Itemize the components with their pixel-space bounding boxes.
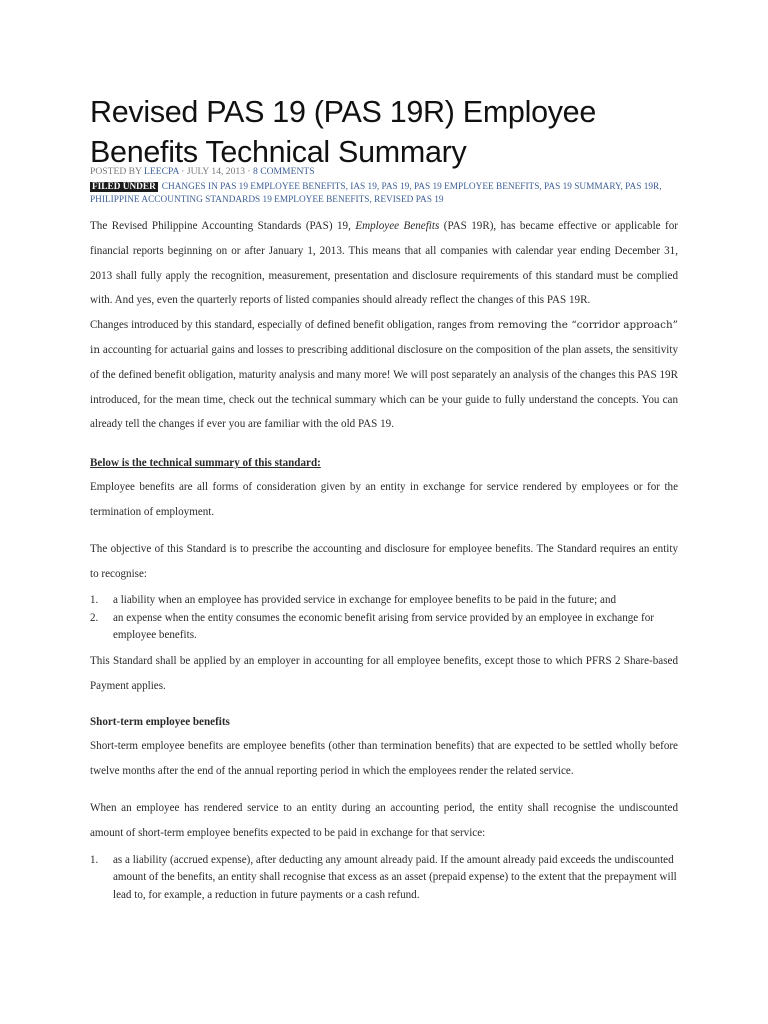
list-item: 1. as a liability (accrued expense), after deducting any amount already paid. If the amount already paid exceeds the undiscounted amount of the benefits, an entity shall recognise that excess as an asset (prepaid expense) to the extent that the prepayment will lead to, for example, a reduction in future payments or a cash refund. <box>90 853 677 901</box>
filed-under-label: FILED UNDER <box>92 182 156 192</box>
short-term-definition: Short-term employee benefits are employee benefits (other than termination benefits) that are expected to be settled wholly before twelve months after the end of the annual reporting period in which the employees render the related service. <box>90 740 678 778</box>
list-item: 2. an expense when the entity consumes the economic benefit arising from service provided by an employee in exchange for employee benefits. <box>90 611 654 642</box>
recognise-list <box>90 592 678 645</box>
comments-link[interactable]: 8 COMMENTS <box>253 166 315 177</box>
short-term-recognition: When an employee has rendered service to an entity during an accounting period, the entity shall recognise the undiscounted amount of short-term employee benefits expected to be paid in exchange for that service: <box>90 802 678 839</box>
changes-paragraph: Changes introduced by this standard, especially of defined benefit obligation, ranges from removing the “corridor approach” in accounting for actuarial gains and losses to prescribing additional disclosure on the composition of the plan assets, the sensitivity of the defined benefit obligation, maturity analysis and many more! We will post separately an analysis of the changes this PAS 19R introduced, for the mean time, check out the technical summary which can be your guide to fully understand the concepts. You can already tell the changes if ever you are familiar with the old PAS 19. <box>90 319 678 431</box>
short-term-heading: Short-term employee benefits <box>90 716 230 729</box>
author-link[interactable]: LEECPA <box>144 166 179 177</box>
objective-paragraph: The objective of this Standard is to prescribe the accounting and disclosure for employee benefits. The Standard requires an entity to recognise: <box>90 542 678 580</box>
post-meta <box>90 166 690 177</box>
tag-links[interactable]: CHANGES IN PAS 19 EMPLOYEE BENEFITS, IAS 19, PAS 19, PAS 19 EMPLOYEE BENEFITS, PAS 19 SUMMARY, PAS 19R, PHILIPPINE ACCOUNTING STANDARDS 19 EMPLOYEE BENEFITS, REVISED PAS 19 <box>90 182 662 205</box>
meta-separator: · <box>178 166 187 177</box>
meta-separator: · <box>245 166 253 177</box>
posted-by-label: POSTED BY <box>90 166 145 177</box>
intro-paragraph: The Revised Philippine Accounting Standards (PAS) 19, Employee Benefits (PAS 19R), has became effective or applicable for financial reports beginning on or after January 1, 2013. This means that all companies with calendar year ending December 31, 2013 shall fully apply the recognition, measurement, presentation and disclosure requirements of this standard must be complied with. And yes, even the quarterly reports of listed companies should already reflect the changes of this PAS 19R. <box>90 220 678 307</box>
definition-paragraph: Employee benefits are all forms of consideration given by an entity in exchange for service rendered by employees or for the termination of employment. <box>90 481 678 518</box>
short-term-list <box>90 852 678 905</box>
filed-under <box>90 181 680 207</box>
list-item: 1. a liability when an employee has provided service in exchange for employee benefits to be paid in the future; and <box>90 594 617 607</box>
post-date: JULY 14, 2013 <box>186 166 245 177</box>
scope-paragraph: This Standard shall be applied by an employer in accounting for all employee benefits, except those to which PFRS 2 Share-based Payment applies. <box>90 654 678 692</box>
article-body <box>90 214 678 904</box>
standard-name: Employee Benefits <box>355 220 440 232</box>
summary-heading: Below is the technical summary of this standard: <box>90 457 321 470</box>
page-title: Revised PAS 19 (PAS 19R) Employee Benefits Technical Summary <box>90 95 597 169</box>
